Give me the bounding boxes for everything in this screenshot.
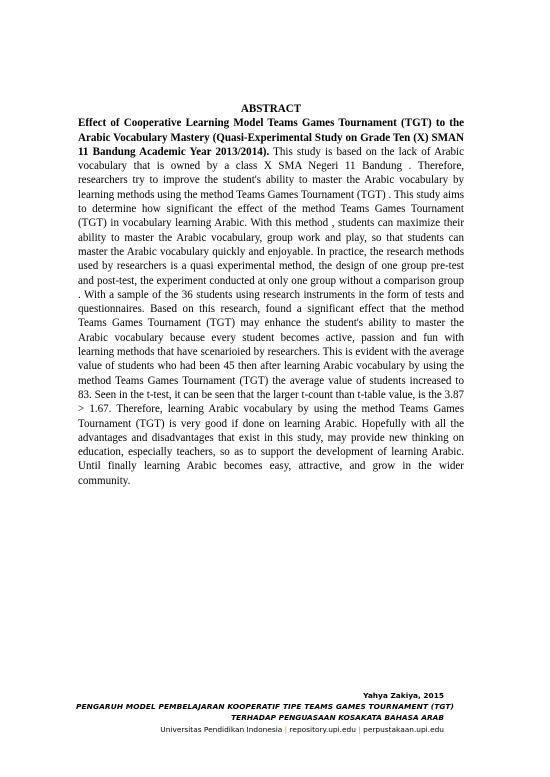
footer-repository-link[interactable]: repository.upi.edu [289,724,356,734]
footer-thesis-title: PENGARUH MODEL PEMBELAJARAN KOOPERATIF TIPE TEAMS GAMES TOURNAMENT (TGT) [76,702,455,712]
abstract-title-end: . [266,145,270,158]
footer-separator: | [284,724,288,734]
abstract-section [78,102,464,488]
footer-links [76,724,444,735]
footer-thesis-subtitle: TERHADAP PENGUASAAN KOSAKATA BAHASA ARAB [231,713,444,723]
abstract-text: This study is based on the lack of Arabic vocabulary that is owned by a class X SMA Negeri 11 Bandung . Therefore, researchers try to improve the student's ability to master the Arabic vocabulary by learning methods using the method Teams Games Tournament (TGT) . This study aims to determine how significant the effect of the method Teams Games Tournament (TGT) in vocabulary learning Arabic. With this method , students can maximize their ability to master the Arabic vocabulary, group work and play, so that students can master the Arabic vocabulary quickly and enjoyable. In practice, the research methods used by researchers is a quasi experimental method, the design of one group pre-test and post-test, the experiment conducted at only one group without a comparison group . With a sample of the 36 students using research instruments in the form of tests and questionnaires. Based on this research, found a significant effect that the method Teams Games Tournament (TGT) may enhance the student's ability to master the Arabic vocabulary because every student becomes active, passion and fun with learning methods that have scenarioied by researchers. This is evident with the average value of students who had been 45 then after learning Arabic vocabulary by using the method Teams Games Tournament (TGT) the average value of students increased to 83. Seen in the t-test, it can be seen that the larger t-count than t-table value, is the 3.87 > 1.67. Therefore, learning Arabic vocabulary by using the method Teams Games Tournament (TGT) is very good if done on learning Arabic. Hopefully with all the advantages and disadvantages that exist in this study, may provide new thinking on education, especially teachers, so as to support the development of learning Arabic. Until finally learning Arabic becomes easy, attractive, and grow in the wider community. [78,145,464,487]
footer-author: Yahya Zakiya, 2015 [363,691,444,700]
page-footer [76,690,455,735]
abstract-body [78,116,464,488]
footer-separator: | [358,724,361,734]
footer-library-link[interactable]: perpustakaan.upi.edu [363,724,444,734]
abstract-heading: ABSTRACT [240,103,302,115]
abstract-title: Effect of Cooperative Learning Model Teams Games Tournament (TGT) to the Arabic Vocabulary Mastery (Quasi-Experimental Study on Grade Ten (X) SMAN 11 Bandung Academic Year 2013/2014) [78,117,464,158]
footer-university: Universitas Pendidikan Indonesia [160,724,283,734]
